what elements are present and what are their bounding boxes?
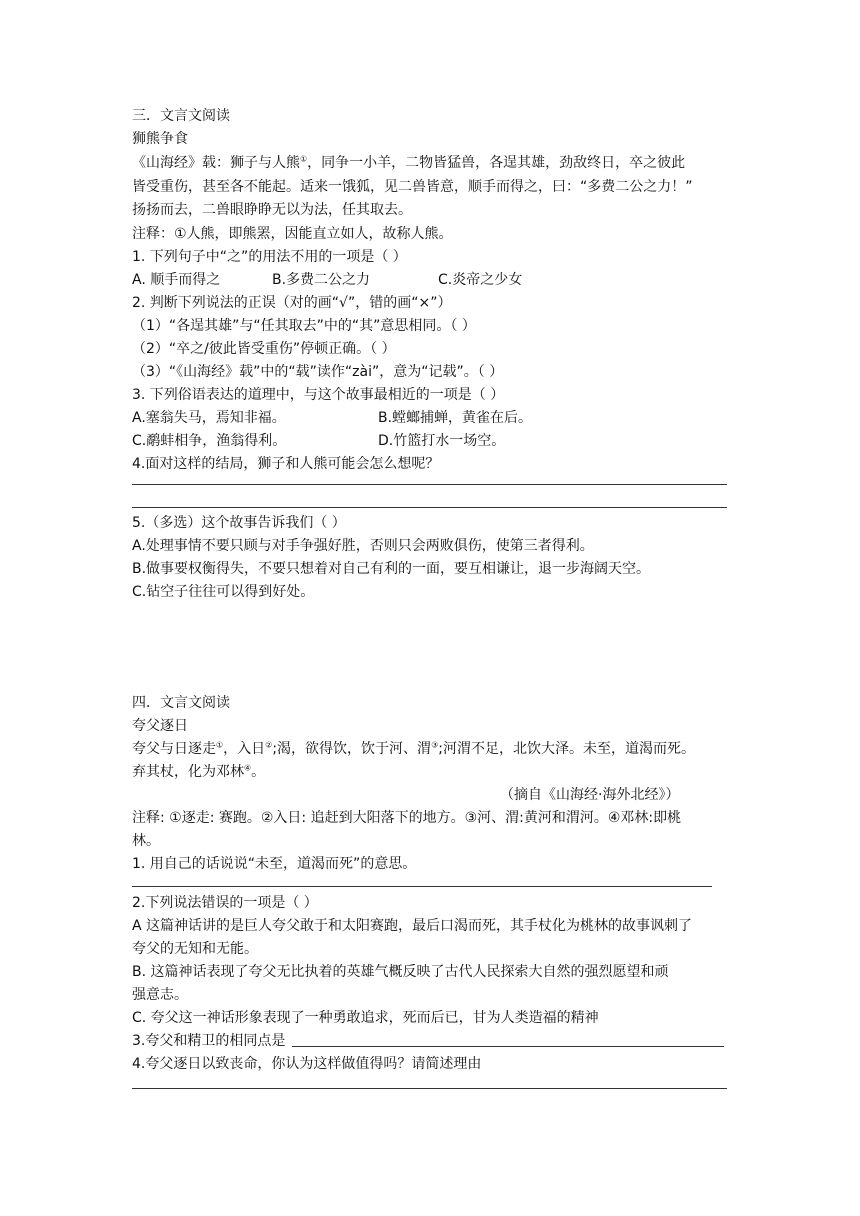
passage-text: ;河渭不足，北饮大泽。未至，道渴而死。 [438,741,695,757]
section4-q2-option-a-line1: A 这篇神话讲的是巨人夸父敢于和太阳赛跑，最后口渴而死，其手杖化为桃林的故事讽刺了 [132,918,693,934]
section4-q2-option-c: C. 夸父这一神话形象表现了一种勇敢追求，死而后已，甘为人类造福的精神 [132,1010,599,1026]
section3-q5: 5.（多选）这个故事告诉我们（ ） [132,515,346,531]
section4-q2: 2.下列说法错误的一项是（ ） [132,895,318,911]
section3-passage-line3: 扬扬而去，二兽眼睁睁无以为法，任其取去。 [132,202,412,218]
passage-text: 。 [251,764,266,780]
answer-line[interactable] [292,1046,724,1047]
section4-title: 夸父逐日 [132,718,188,734]
passage-text: ，入日 [223,741,266,757]
section4-q2-option-a-line2: 夸父的无知和无能。 [132,941,258,957]
section4-note-line1: 注释: ①逐走: 赛跑。②入日: 追赶到大阳落下的地方。③河、渭:黄河和渭河。④邓林:即桃 [132,810,682,826]
section3-q5-option-c: C.钻空子往往可以得到好处。 [132,584,315,600]
footnote-mark: ① [300,154,308,164]
section4-source: （摘自《山海经·海外北经》） [500,787,680,803]
section3-passage-line1 [132,153,732,173]
option-b: B.螳螂捕蝉，黄雀在后。 [378,410,533,426]
section3-q4: 4.面对这样的结局，狮子和人熊可能会怎么想呢？ [132,456,440,472]
option-a: A.塞翁失马，焉知非福。 [132,410,286,426]
answer-line[interactable] [132,507,727,508]
passage-text: 弃其杖，化为邓林 [132,764,244,780]
footnote-mark: ② [265,740,273,750]
section3-q2: 2. 判断下列说法的正误（对的画“√”，错的画“×”） [132,295,452,311]
section4-q3: 3.夸父和精卫的相同点是 [132,1033,286,1049]
footnote-mark: ④ [244,763,252,773]
section3-title: 狮熊争食 [132,131,188,147]
passage-text: 《山海经》载：狮子与人熊 [132,155,300,171]
section4-q2-option-b-line1: B. 这篇神话表现了夸父无比执着的英雄气概反映了古代人民探索大自然的强烈愿望和顽 [132,964,669,980]
section4-q1: 1. 用自己的话说说“未至，道渴而死”的意思。 [132,856,417,872]
section3-q2-item2: （2）“卒之/彼此皆受重伤”停顿正确。（ ） [132,341,396,357]
section3-heading: 三．文言文阅读 [132,108,230,124]
passage-text: ;渴，欲得饮，饮于河、渭 [272,741,432,757]
section4-q4: 4.夸父逐日以致丧命，你认为这样做值得吗？请简述理由 [132,1056,482,1072]
option-c: C.炎帝之少女 [438,272,523,288]
section3-q2-item1: （1）“各逞其雄”与“任其取去”中的“其”意思相同。（ ） [132,318,476,334]
section3-q2-item3: （3）“《山海经》载”中的“载”读作“zài”，意为“记载”。（ ） [132,364,504,380]
section3-q3: 3. 下列俗语表达的道理中，与这个故事最相近的一项是（ ） [132,387,505,403]
option-d: D.竹篮打水一场空。 [378,433,506,449]
footnote-mark: ① [216,740,224,750]
answer-line[interactable] [132,484,727,485]
passage-text: ，同争一小羊，二物皆猛兽，各逞其雄，劲敌终日，卒之彼此 [307,155,686,171]
option-c: C.鹬蚌相争，渔翁得利。 [132,433,287,449]
section4-heading: 四．文言文阅读 [132,695,230,711]
answer-line[interactable] [132,886,712,887]
passage-text: 夸父与日逐走 [132,741,216,757]
section4-passage-line2 [132,762,732,782]
section4-q2-option-b-line2: 强意志。 [132,987,188,1003]
option-b: B.多费二公之力 [272,272,371,288]
option-a: A. 顺手而得之 [132,272,221,288]
section3-q5-option-a: A.处理事情不要只顾与对手争强好胜，否则只会两败俱伤，使第三者得利。 [132,538,594,554]
section3-q1: 1. 下列句子中“之”的用法不用的一项是（ ） [132,249,407,265]
section3-passage-line2: 皆受重伤，甚至各不能起。适来一饿狐，见二兽皆意，顺手而得之，曰：“多费二公之力！” [132,179,693,195]
section3-note: 注释：①人熊，即熊罴，因能直立如人，故称人熊。 [132,226,453,242]
section4-note-line2: 林。 [132,833,160,849]
answer-line[interactable] [132,1088,727,1089]
section4-passage-line1 [132,739,732,759]
section3-q5-option-b: B.做事要权衡得失，不要只想着对自己有利的一面，要互相谦让，退一步海阔天空。 [132,561,651,577]
footnote-mark: ③ [431,740,439,750]
